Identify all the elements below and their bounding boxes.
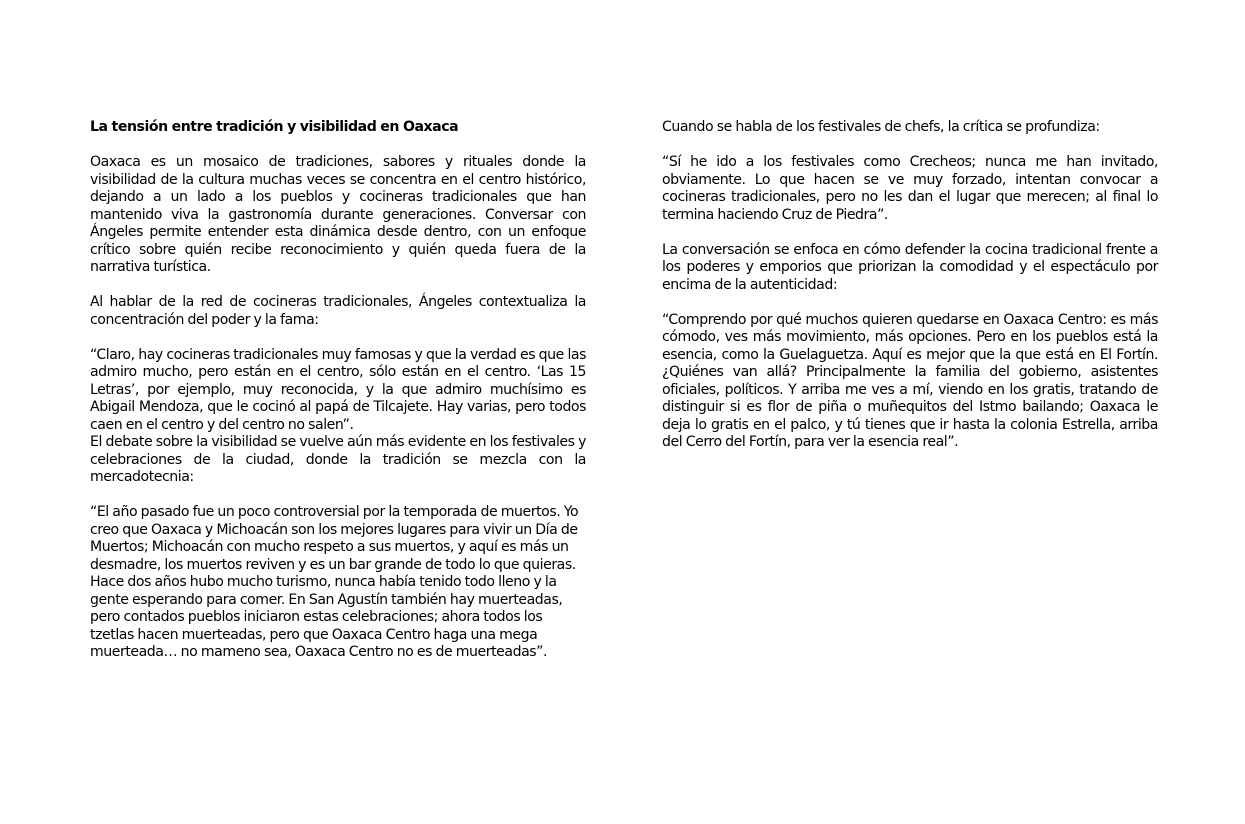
article-heading: La tensión entre tradición y visibilidad en Oaxaca	[90, 119, 459, 135]
quote-centro-paragraph: “Comprendo por qué muchos quieren quedarse en Oaxaca Centro: es más cómodo, ves más movimiento, más opciones. Pero en los pueblos está la esencia, como la Guelaguetza. Aquí es mejor que la que está en El Fortín. ¿Quiénes van allá? Principalmente la familia del gobierno, asistentes oficiales, políticos. Y arriba me ves a mí, viendo en los gratis, tratando de distinguir si es flor de piña o muñequitos del Istmo bailando; Oaxaca le deja lo gratis en el palco, y tú tienes que ir hasta la colonia Estrella, arriba del Cerro del Fortín, para ver la esencia real”.	[662, 311, 1158, 450]
intro-paragraph: Oaxaca es un mosaico de tradiciones, sabores y rituales donde la visibilidad de la cultura muchas veces se concentra en el centro histórico, dejando a un lado a los pueblos y cocineras tradicionales que han mantenido viva la gastronomía durante generaciones. Conversar con Ángeles permite entender esta dinámica desde dentro, con un enfoque crítico sobre quién recibe reconocimiento y quién queda fuera de la narrativa turística.	[90, 154, 586, 275]
debate-paragraph: El debate sobre la visibilidad se vuelve aún más evidente en los festivales y celebraciones de la ciudad, donde la tradición se mezcla con la mercadotecnia:	[90, 434, 586, 485]
right-column	[662, 119, 1158, 452]
festivales-paragraph: Cuando se habla de los festivales de chefs, la crítica se profundiza:	[662, 119, 1100, 135]
quote-muertos-paragraph: “El año pasado fue un poco controversial por la temporada de muertos. Yo creo que Oaxaca y Michoacán son los mejores lugares para vivir un Día de Muertos; Michoacán con mucho respeto a sus muertos, y aquí es más un desmadre, los muertos reviven y es un bar grande de todo lo que quieras. Hace dos años hubo mucho turismo, nunca había tenido todo lleno y la gente esperando para comer. En San Agustín también hay muerteadas, pero contados pueblos iniciaron estas celebraciones; ahora todos los tzetlas hacen muerteadas, pero que Oaxaca Centro haga una mega muerteada… no mameno sea, Oaxaca Centro no es de muerteadas”.	[90, 504, 579, 660]
left-column	[90, 119, 586, 662]
quote-festivales-paragraph: “Sí he ido a los festivales como Crecheos; nunca me han invitado, obviamente. Lo que hacen se ve muy forzado, intentan convocar a cocineras tradicionales, pero no les dan el lugar que merecen; al final lo termina haciendo Cruz de Piedra”.	[662, 154, 1158, 223]
conversation-paragraph: La conversación se enfoca en cómo defender la cocina tradicional frente a los poderes y emporios que priorizan la comodidad y el espectáculo por encima de la autenticidad:	[662, 241, 1158, 293]
context-paragraph: Al hablar de la red de cocineras tradicionales, Ángeles contextualiza la concentración del poder y la fama:	[90, 294, 586, 328]
quote-cocineras-paragraph: “Claro, hay cocineras tradicionales muy famosas y que la verdad es que las admiro mucho, pero están en el centro, sólo están en el centro. ‘Las 15 Letras’, por ejemplo, muy reconocida, y la que admiro muchísimo es Abigail Mendoza, que le cocinó al papá de Tilcajete. Hay varias, pero todos caen en el centro y del centro no salen”.	[90, 346, 586, 433]
